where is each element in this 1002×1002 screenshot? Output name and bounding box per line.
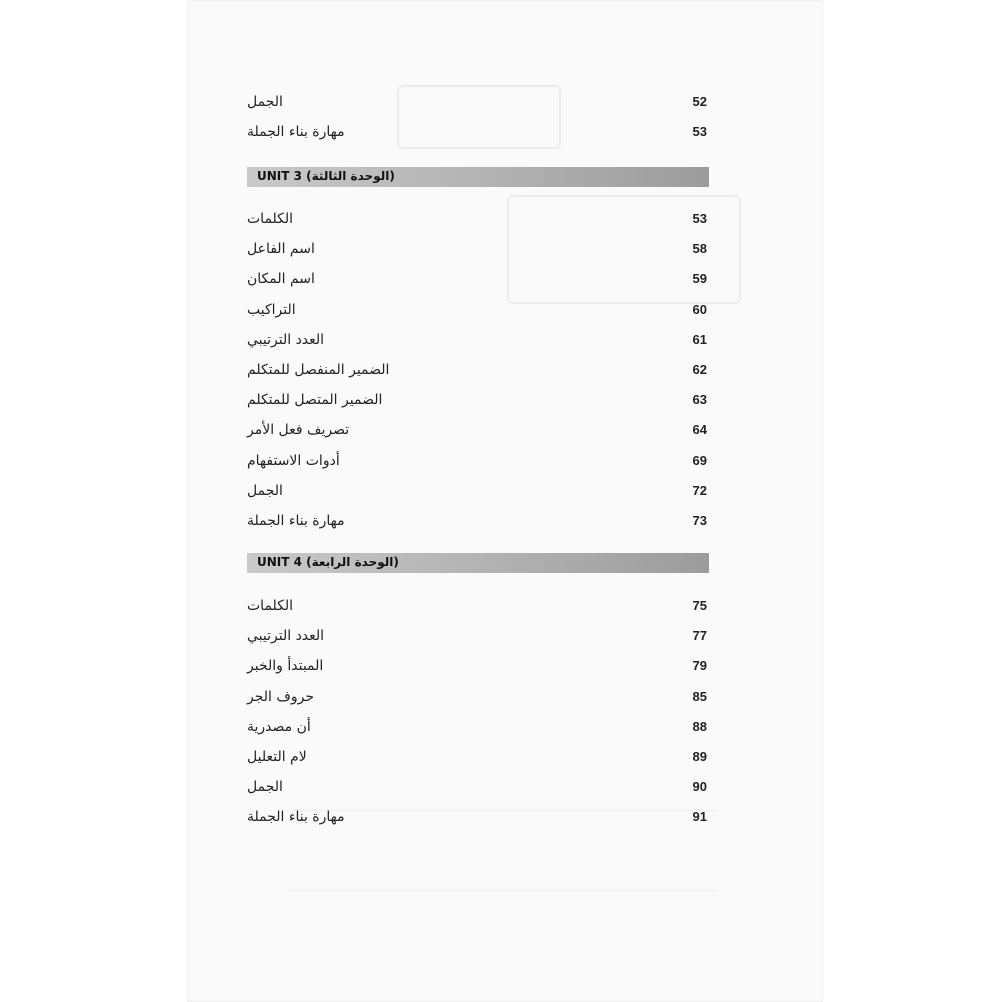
toc-page-number: 88 [692,718,707,734]
toc-page-number: 89 [692,749,707,764]
toc-page-number: 72 [692,482,707,498]
toc-entry [247,483,707,507]
toc-page-number: 59 [692,271,707,287]
unit-heading-label: UNIT 3 (الوحدة الثالثة) [257,169,395,183]
toc-entry-title: العدد الترتيبي [247,628,325,645]
toc-entry [247,392,707,416]
unit-heading-bar [247,167,709,187]
toc-entry-title: مهارة بناء الجملة [247,809,345,826]
toc-entry-title: التراكيب [247,301,296,318]
toc-page-number: 53 [692,211,707,226]
toc-entry [247,809,707,833]
toc-page-number: 85 [692,688,707,704]
toc-entry [247,271,707,295]
toc-entry-title: المبتدأ والخبر [247,658,324,675]
toc-entry-title: الكلمات [247,211,294,227]
toc-entry [247,241,707,265]
toc-page-number: 62 [692,362,707,377]
toc-page-number: 69 [692,452,707,468]
unit-heading-label: UNIT 4 (الوحدة الرابعة) [257,555,399,569]
toc-entry [247,302,707,326]
show-through-line [287,890,717,891]
toc-entry-title: الضمير المتصل للمتكلم [247,392,383,409]
toc-entry-title: لام التعليل [247,749,307,765]
toc-entry [247,124,707,148]
toc-entry-title: اسم المكان [247,271,315,288]
toc-entry-title: اسم الفاعل [247,241,315,258]
toc-entry [247,211,707,235]
toc-entry-title: العدد الترتيبي [247,331,325,348]
toc-page-number: 79 [692,658,707,674]
toc-page-number: 77 [692,628,707,644]
toc-page-number: 60 [692,301,707,317]
toc-entry-title: الجمل [247,94,283,110]
toc-entry [247,658,707,682]
toc-page-number: 52 [692,94,707,109]
toc-page-number: 73 [692,513,707,528]
toc-entry [247,513,707,537]
toc-entry-title: الكلمات [247,598,294,614]
toc-entry [247,362,707,386]
toc-entry [247,719,707,743]
toc-entry [247,749,707,773]
toc-entry [247,689,707,713]
toc-page-number: 58 [692,241,707,257]
toc-page-number: 64 [692,422,707,438]
toc-entry-title: تصريف فعل الأمر [247,422,350,439]
toc-page-number: 90 [692,779,707,795]
toc-page-number: 63 [692,392,707,408]
toc-entry-title: أدوات الاستفهام [247,452,340,469]
toc-page-number: 75 [692,598,707,613]
toc-entry [247,422,707,446]
unit-heading-bar [247,553,709,573]
toc-entry [247,94,707,118]
toc-entry [247,332,707,356]
toc-entry [247,453,707,477]
toc-page-number: 53 [692,124,707,140]
toc-page-number: 61 [692,331,707,347]
toc-entry-title: مهارة بناء الجملة [247,124,345,141]
toc-entry-title: حروف الجر [247,688,315,705]
toc-entry-title: الضمير المنفصل للمتكلم [247,362,390,378]
toc-entry-title: الجمل [247,482,283,499]
toc-entry [247,779,707,803]
toc-entry [247,598,707,622]
toc-entry [247,628,707,652]
toc-entry-title: الجمل [247,779,283,796]
toc-page-number: 91 [692,809,707,825]
toc-entry-title: مهارة بناء الجملة [247,513,345,529]
toc-entry-title: أن مصدرية [247,718,311,735]
